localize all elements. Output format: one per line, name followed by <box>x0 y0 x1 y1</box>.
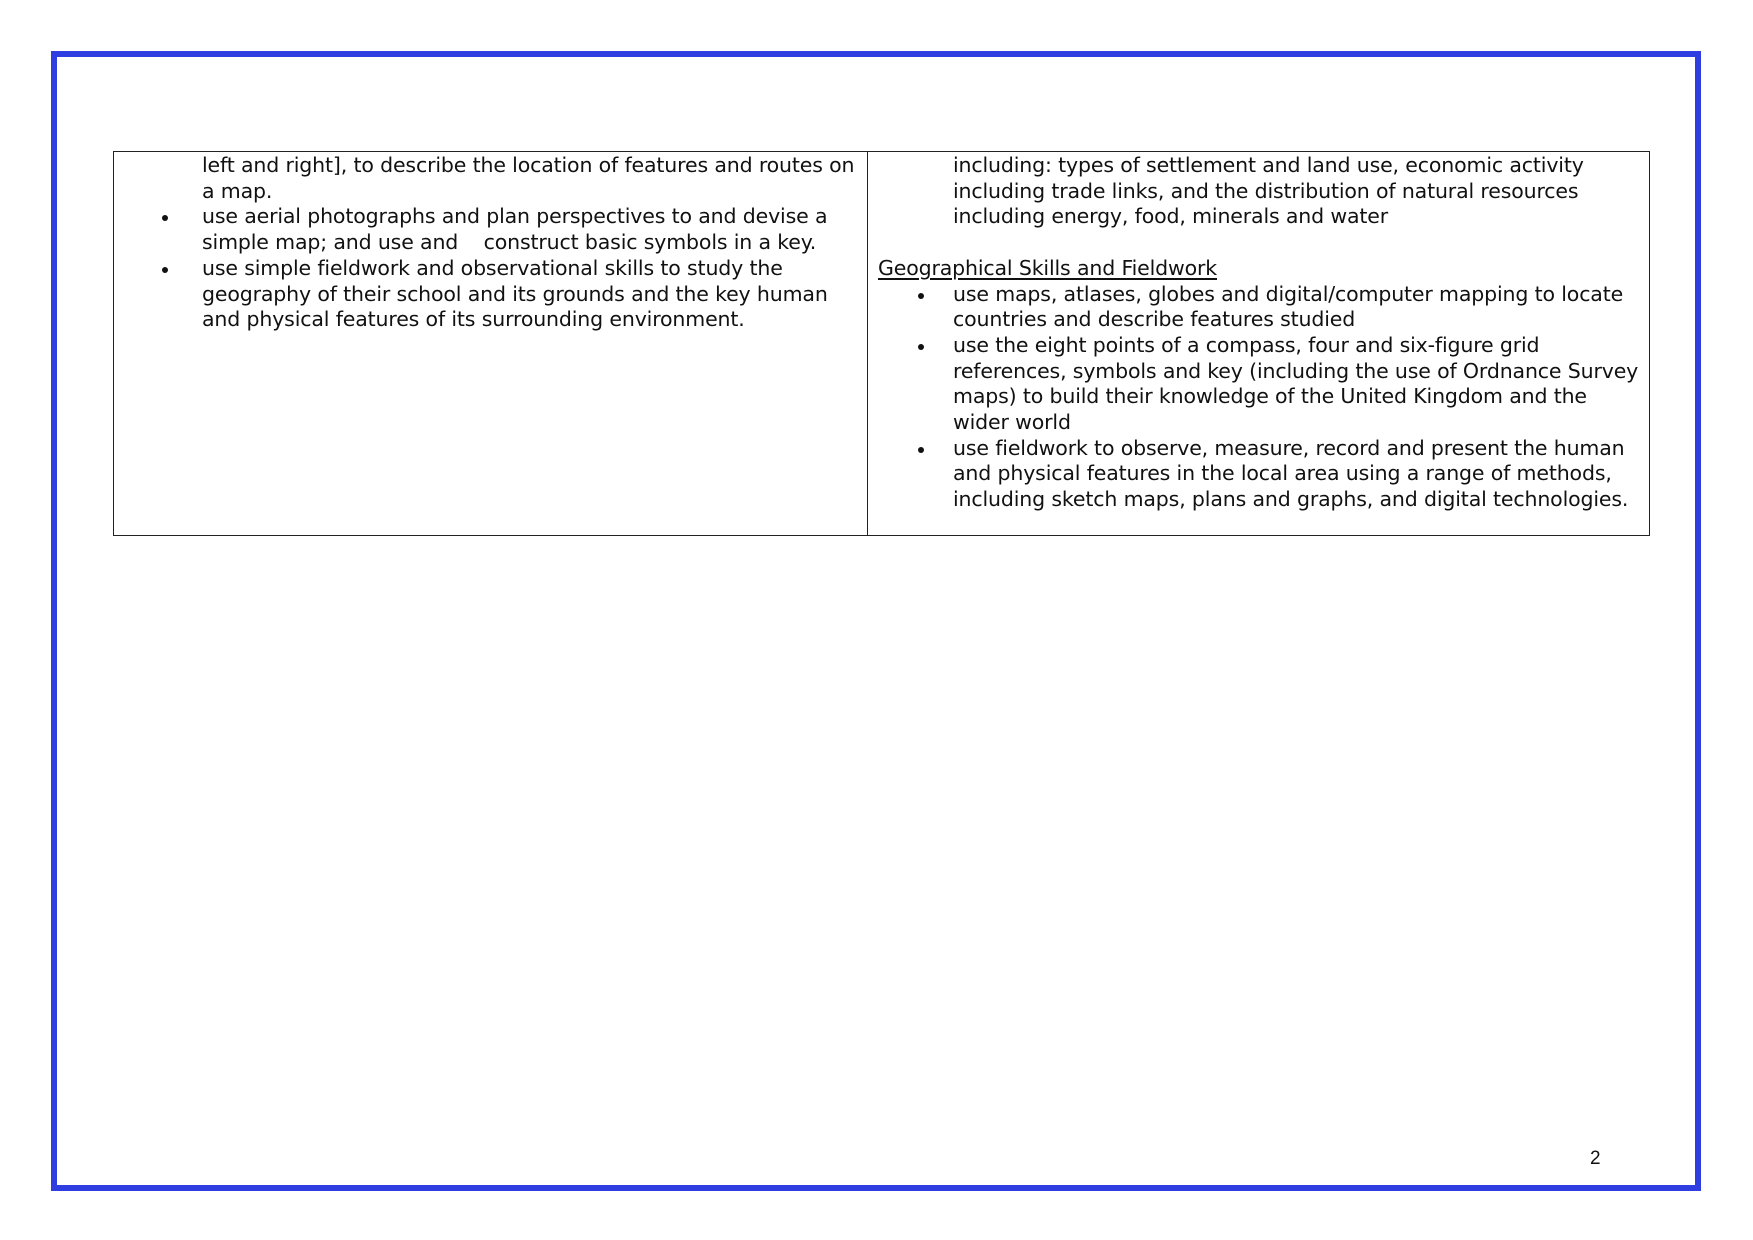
list-item-text: use simple fieldwork and observational skills to study the geography of their school and its grounds and the key human and physical features of its surrounding environment. <box>202 255 828 332</box>
bullet-icon <box>918 447 924 453</box>
list-item-text: use aerial photographs and plan perspectives to and devise a simple map; and use and construct basic symbols in a key. <box>202 204 828 255</box>
list-item <box>878 282 1639 333</box>
bullet-list <box>878 282 1639 513</box>
table-cell-right <box>868 152 1649 535</box>
curriculum-table <box>113 151 1650 536</box>
section-heading: Geographical Skills and Fieldwork <box>878 255 1218 280</box>
continuation-text: including: types of settlement and land use, economic activity including trade links, and the distribution of natural resources including energy, food, minerals and water <box>953 153 1584 229</box>
list-item <box>114 204 859 255</box>
bullet-icon <box>918 344 924 350</box>
list-item <box>114 256 859 333</box>
bullet-icon <box>918 293 924 299</box>
continuation-text: left and right], to describe the location of features and routes on a map. <box>202 153 855 203</box>
bullet-list <box>114 204 859 333</box>
bullet-icon <box>162 267 168 273</box>
list-item <box>878 333 1639 436</box>
bullet-icon <box>162 215 168 221</box>
list-item-text: use the eight points of a compass, four and six-figure grid references, symbols and key (including the use of Ordnance Survey maps) to build their knowledge of the United Kingdom and the wider world <box>953 332 1639 435</box>
list-item-text: use fieldwork to observe, measure, record and present the human and physical features in the local area using a range of methods, including sketch maps, plans and graphs, and digital technologies. <box>953 435 1629 512</box>
table-cell-left <box>114 152 868 535</box>
list-item-text: use maps, atlases, globes and digital/computer mapping to locate countries and describe features studied <box>953 281 1624 332</box>
page-number: 2 <box>1590 1148 1601 1169</box>
list-item <box>878 436 1639 513</box>
